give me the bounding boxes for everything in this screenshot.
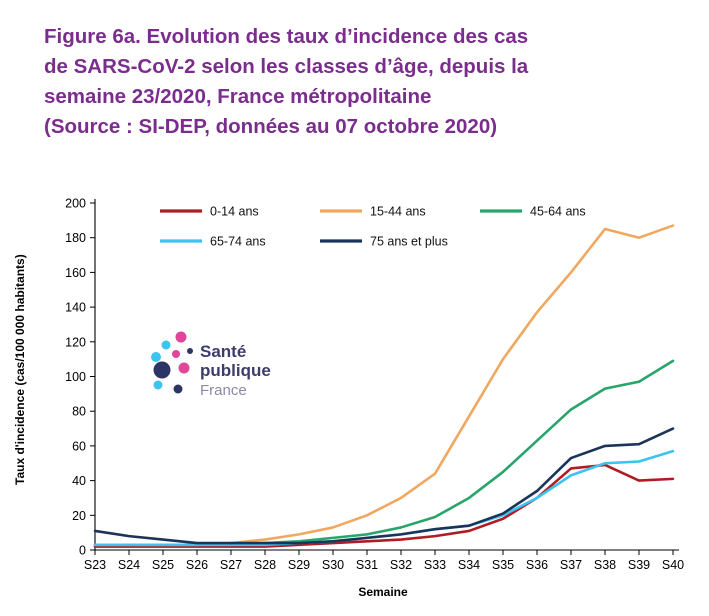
x-tick-label: S31 bbox=[355, 558, 379, 572]
incidence-line-chart bbox=[0, 185, 709, 605]
figure-title-line-2: de SARS-CoV-2 selon les classes d’âge, depuis la bbox=[44, 55, 529, 78]
x-tick-label: S32 bbox=[389, 558, 413, 572]
series-line-15-44-ans bbox=[95, 226, 673, 545]
x-tick-label: S28 bbox=[253, 558, 277, 572]
figure-title-line-4: (Source : SI-DEP, données au 07 octobre 2020) bbox=[44, 115, 498, 138]
x-tick-label: S33 bbox=[423, 558, 447, 572]
y-tick-label: 200 bbox=[65, 196, 86, 211]
y-axis bbox=[65, 197, 95, 558]
x-tick-label: S29 bbox=[287, 558, 311, 572]
sante-publique-france-logo bbox=[151, 332, 271, 400]
x-tick-label: S40 bbox=[661, 558, 685, 572]
x-axis bbox=[84, 550, 684, 572]
y-tick-label: 160 bbox=[65, 265, 86, 280]
x-axis-title: Semaine bbox=[358, 585, 408, 599]
chart-canvas bbox=[0, 185, 709, 605]
figure-title-line-1: Figure 6a. Evolution des taux d’incidence des cas bbox=[44, 25, 529, 48]
y-tick-label: 20 bbox=[72, 508, 86, 523]
legend-45-64-ans-label: 45-64 ans bbox=[530, 204, 586, 219]
legend-65-74-ans-label: 65-74 ans bbox=[210, 234, 266, 249]
x-tick-label: S36 bbox=[525, 558, 549, 572]
x-tick-label: S34 bbox=[457, 558, 481, 572]
x-tick-label: S25 bbox=[151, 558, 175, 572]
series-lines bbox=[95, 226, 673, 547]
x-tick-label: S38 bbox=[593, 558, 617, 572]
y-tick-label: 80 bbox=[72, 404, 86, 419]
y-tick-label: 120 bbox=[65, 335, 86, 350]
x-tick-label: S24 bbox=[117, 558, 141, 572]
y-tick-label: 40 bbox=[72, 474, 86, 489]
y-tick-label: 60 bbox=[72, 439, 86, 454]
x-tick-label: S30 bbox=[321, 558, 345, 572]
logo-line-2: publique bbox=[200, 361, 271, 380]
x-tick-label: S35 bbox=[491, 558, 515, 572]
y-tick-label: 100 bbox=[65, 370, 86, 384]
legend-15-44-ans-label: 15-44 ans bbox=[370, 204, 426, 219]
logo-line-1: Santé bbox=[200, 342, 247, 361]
y-tick-label: 0 bbox=[79, 543, 86, 558]
series-line-75-ans-et-plus bbox=[95, 429, 673, 544]
x-tick-label: S37 bbox=[559, 558, 583, 572]
x-tick-label: S39 bbox=[627, 558, 651, 572]
logo-line-3: France bbox=[200, 382, 247, 399]
figure-title-line-3: semaine 23/2020, France métropolitaine bbox=[44, 85, 432, 108]
y-tick-label: 140 bbox=[65, 300, 86, 315]
figure-title bbox=[44, 22, 672, 142]
legend-0-14-ans-label: 0-14 ans bbox=[210, 204, 259, 219]
y-axis-title: Taux d'incidence (cas/100 000 habitants) bbox=[13, 254, 27, 485]
chart-legend bbox=[160, 205, 586, 249]
x-tick-label: S26 bbox=[185, 558, 209, 572]
legend-75-ans-et-plus-label: 75 ans et plus bbox=[370, 234, 448, 249]
x-tick-label: S27 bbox=[219, 558, 243, 572]
x-tick-label: S23 bbox=[83, 558, 107, 572]
y-tick-label: 180 bbox=[65, 231, 86, 246]
